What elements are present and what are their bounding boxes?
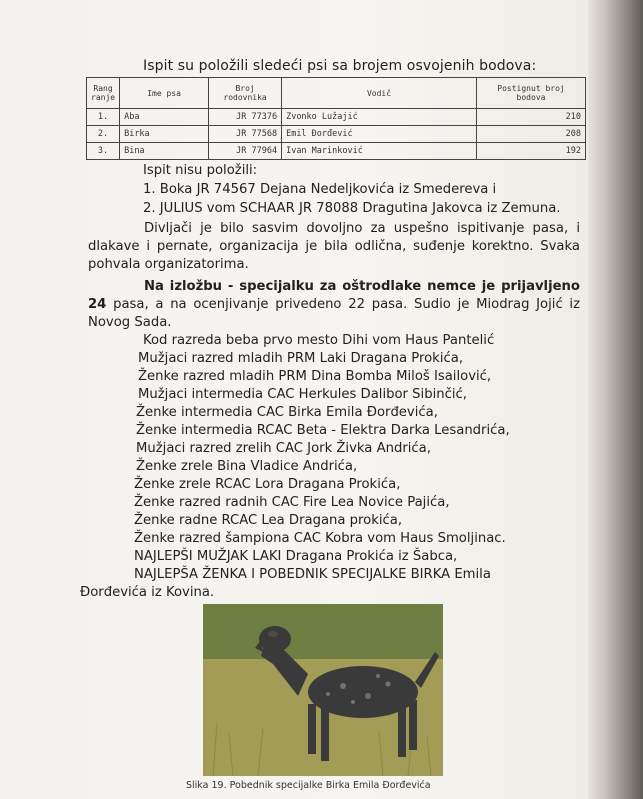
book-binding-shadow [588, 0, 643, 799]
show-bold-count: 24 [88, 297, 107, 312]
results-line: Ženke razred radnih CAC Fire Lea Novice Pajića, [134, 495, 450, 510]
paragraph-show [88, 278, 580, 332]
results-line: Ženke radne RCAC Lea Dragana prokića, [134, 513, 403, 528]
cell-name: Birka [120, 126, 209, 143]
show-rest: pasa, a na ocenjivanje privedeno 22 pasa. Sudio je Miodrag Jojić iz Novog Sada. [88, 297, 580, 330]
results-line: NAJLEPŠA ŽENKA I POBEDNIK SPECIJALKE BIRKA Emila [134, 567, 491, 582]
cell-rank: 2. [87, 126, 120, 143]
cell-handler: Zvonko Lužajić [282, 109, 477, 126]
results-line: Ženke razred mladih PRM Dina Bomba Miloš Isailović, [138, 369, 492, 384]
header-name: Ime psa [120, 78, 209, 109]
cell-points: 208 [477, 126, 586, 143]
header-reg: Broj rodovnika [209, 78, 282, 109]
results-line: NAJLEPŠI MUŽJAK LAKI Dragana Prokića iz Šabca, [134, 549, 458, 564]
dog-photo-illustration [203, 604, 443, 776]
cell-handler: Ivan Marinković [282, 143, 477, 160]
results-line: Mužjaci razred zrelih CAC Jork Živka Andrića, [136, 441, 431, 456]
table-row [87, 126, 586, 143]
cell-name: Aba [120, 109, 209, 126]
table-row [87, 109, 586, 126]
cell-rank: 1. [87, 109, 120, 126]
failed-item: 1. Boka JR 74567 Dejana Nedeljkovića iz Smedereva i [143, 182, 497, 197]
cell-handler: Emil Đorđević [282, 126, 477, 143]
table-row [87, 143, 586, 160]
failed-item: 2. JULIUS vom SCHAAR JR 78088 Dragutina Jakovca iz Zemuna. [143, 201, 561, 216]
header-rank: Rang ranje [87, 78, 120, 109]
results-line: Ženke intermedia RCAC Beta - Elektra Darka Lesandrića, [136, 423, 510, 438]
results-line: Ženke zrele RCAC Lora Dragana Prokića, [134, 477, 401, 492]
paragraph-game: Divljači je bilo sasvim dovoljno za uspešno ispitivanje pasa, i dlakave i pernate, organizacija je bila odlična, suđenje korektno. Svaka pohvala organizatorima. [88, 221, 580, 272]
results-line: Đorđevića iz Kovina. [80, 585, 215, 600]
photo-caption: Slika 19. Pobednik specijalke Birka Emila Đorđevića [186, 780, 431, 791]
cell-points: 192 [477, 143, 586, 160]
results-line: Mužjaci intermedia CAC Herkules Dalibor Sibinčić, [138, 387, 467, 402]
intro-line: Ispit su položili sledeći psi sa brojem osvojenih bodova: [143, 58, 537, 74]
header-points: Postignut broj bodova [477, 78, 586, 109]
results-line: Kod razreda beba prvo mesto Dihi vom Haus Pantelić [143, 333, 495, 348]
dog-photo [203, 604, 443, 776]
cell-reg: JR 77568 [209, 126, 282, 143]
results-line: Mužjaci razred mladih PRM Laki Dragana Prokića, [138, 351, 464, 366]
results-line: Ženke intermedia CAC Birka Emila Đorđevića, [136, 405, 438, 420]
results-line: Ženke zrele Bina Vladice Andrića, [136, 459, 358, 474]
table-header-row [87, 78, 586, 109]
results-line: Ženke razred šampiona CAC Kobra vom Haus Smoljinac. [134, 531, 506, 546]
cell-reg: JR 77964 [209, 143, 282, 160]
cell-reg: JR 77376 [209, 109, 282, 126]
cell-rank: 3. [87, 143, 120, 160]
failed-heading: Ispit nisu položili: [143, 163, 258, 178]
results-table [86, 77, 586, 160]
show-bold-lead: Na izložbu - specijalku za oštrodlake nemce je prijavljeno [144, 279, 580, 294]
header-handler: Vodič [282, 78, 477, 109]
cell-points: 210 [477, 109, 586, 126]
cell-name: Bina [120, 143, 209, 160]
